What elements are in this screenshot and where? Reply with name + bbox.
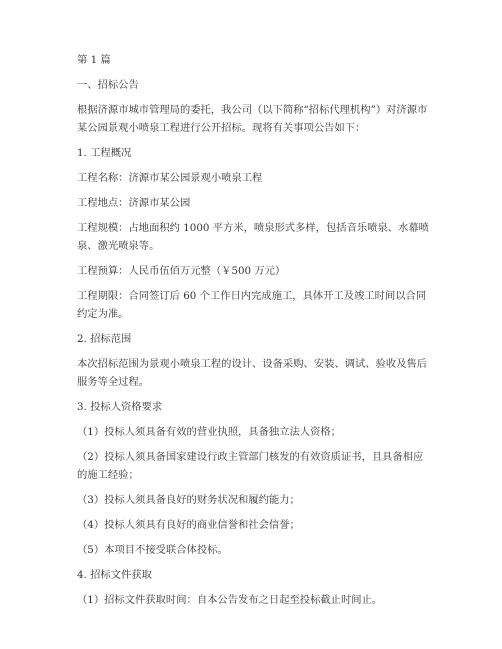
heading-bidding-scope: 2. 招标范围	[77, 333, 132, 345]
bidding-document-item: （1）招标文件获取时间：自本公告发布之日起至投标截止时间止。	[77, 594, 383, 606]
project-scale: 工程规模：占地面积约 1000 平方米，喷泉形式多样，包括音乐喷泉、水幕喷泉、激光喷泉等。	[77, 222, 429, 252]
heading-bidder-qualifications: 3. 投标人资格要求	[77, 401, 163, 413]
heading-project-overview: 1. 工程概况	[77, 147, 132, 159]
project-name: 工程名称：济源市某公园景观小喷泉工程	[77, 172, 263, 184]
section-title: 一、招标公告	[77, 79, 139, 91]
intro-paragraph: 根据济源市城市管理局的委托，我公司（以下简称“招标代理机构”）对济源市某公园景观小喷泉工程进行公开招标。现将有关事项公告如下：	[77, 104, 428, 134]
qualification-item: （1）投标人须具备有效的营业执照，具备独立法人资格；	[77, 426, 341, 438]
project-budget: 工程预算：人民币伍佰万元整（￥500 万元）	[77, 265, 286, 277]
bidding-scope-text: 本次招标范围为景观小喷泉工程的设计、设备采购、安装、调试、验收及售后服务等全过程。	[77, 358, 428, 388]
qualification-item: （5）本项目不接受联合体投标。	[77, 544, 228, 556]
qualification-item: （4）投标人须具有良好的商业信誉和社会信誉；	[77, 519, 300, 531]
document-body	[77, 51, 432, 616]
heading-bidding-documents: 4. 招标文件获取	[77, 569, 152, 581]
qualification-item: （2）投标人须具备国家建设行政主管部门核发的有效资质证书，且具备相应的施工经验；	[77, 451, 424, 481]
chapter-label: 第 1 篇	[77, 54, 111, 66]
project-period: 工程期限：合同签订后 60 个工作日内完成施工，具体开工及竣工时间以合同约定为准。	[77, 290, 427, 320]
qualification-item: （3）投标人须具备良好的财务状况和履约能力；	[77, 494, 300, 506]
project-location: 工程地点：济源市某公园	[77, 197, 191, 209]
